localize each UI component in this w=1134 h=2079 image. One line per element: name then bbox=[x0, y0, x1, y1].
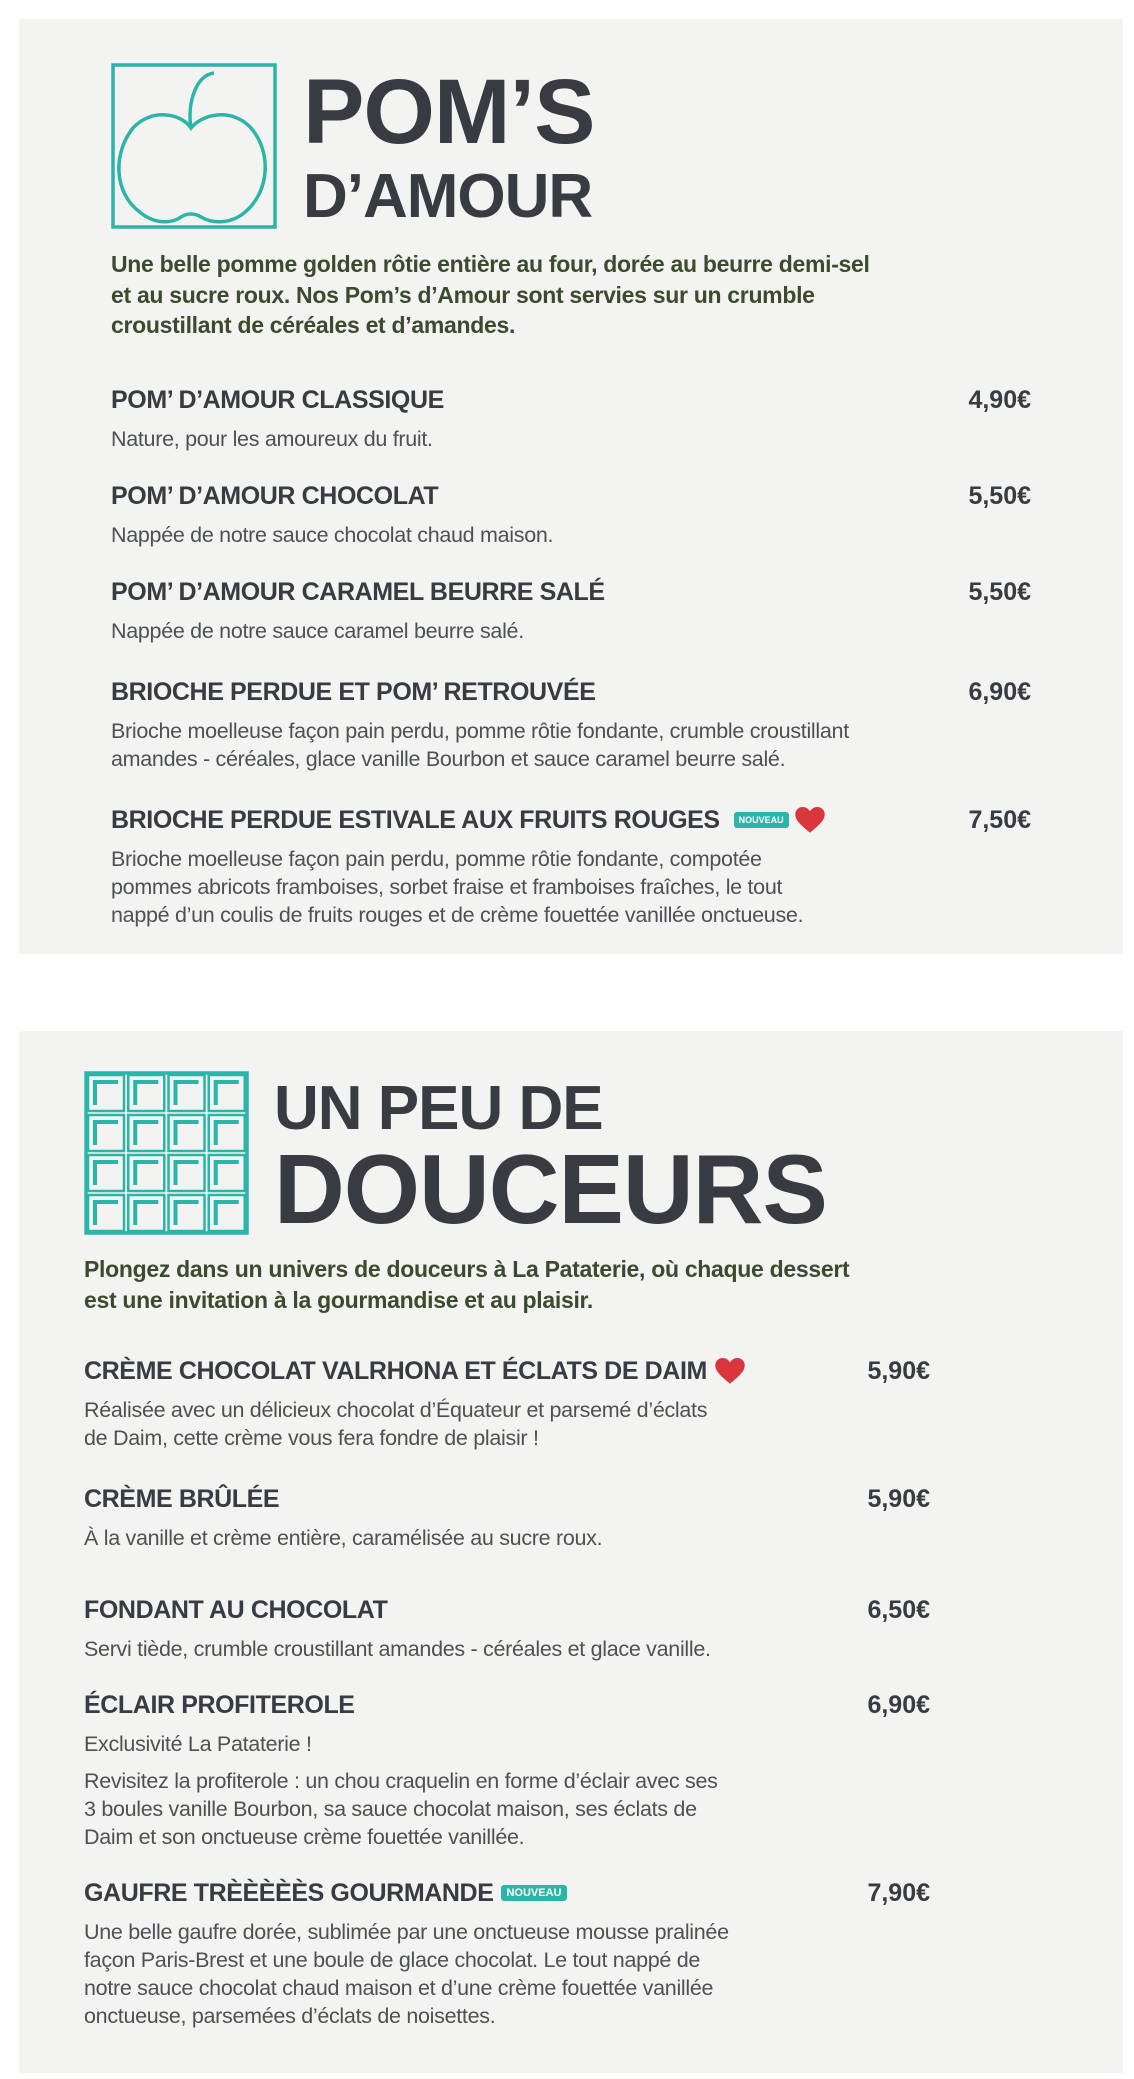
item-price: 5,90€ bbox=[867, 1485, 930, 1513]
intro-line: croustillant de céréales et d’amandes. bbox=[111, 312, 516, 338]
heart-icon bbox=[795, 807, 825, 834]
nouveau-badge: NOUVEAU bbox=[734, 812, 789, 828]
section-title-line2: DOUCEURS bbox=[274, 1134, 827, 1244]
menu-item bbox=[84, 1875, 930, 2030]
section-intro bbox=[111, 249, 870, 341]
menu-item bbox=[84, 1353, 930, 1452]
menu-item bbox=[111, 478, 1031, 549]
item-name: FONDANT AU CHOCOLAT bbox=[84, 1596, 388, 1624]
item-name: CRÈME BRÛLÉE bbox=[84, 1485, 280, 1513]
item-subtitle: Exclusivité La Pataterie ! bbox=[84, 1732, 312, 1756]
item-desc: de Daim, cette crème vous fera fondre de plaisir ! bbox=[84, 1426, 539, 1450]
item-desc: nappé d’un coulis de fruits rouges et de crème fouettée vanillée onctueuse. bbox=[111, 903, 804, 927]
item-name: POM’ D’AMOUR CHOCOLAT bbox=[111, 482, 439, 510]
item-desc: notre sauce chocolat chaud maison et d’une crème fouettée vanillée bbox=[84, 1976, 714, 2000]
heart-icon bbox=[715, 1358, 745, 1385]
item-name: GAUFRE TRÈÈÈÈÈS GOURMANDE bbox=[84, 1879, 494, 1907]
item-desc: pommes abricots framboises, sorbet fraise et framboises fraîches, le tout bbox=[111, 875, 783, 899]
item-price: 4,90€ bbox=[968, 386, 1031, 414]
menu-item bbox=[111, 802, 1031, 929]
item-desc: À la vanille et crème entière, caramélisée au sucre roux. bbox=[84, 1526, 603, 1550]
item-desc: Brioche moelleuse façon pain perdu, pomme rôtie fondante, compotée bbox=[111, 847, 762, 871]
item-desc: Réalisée avec un délicieux chocolat d’Équateur et parsemé d’éclats bbox=[84, 1398, 708, 1422]
item-price: 5,90€ bbox=[867, 1357, 930, 1385]
item-desc: façon Paris-Brest et une boule de glace chocolat. Le tout nappé de bbox=[84, 1948, 701, 1972]
item-name: CRÈME CHOCOLAT VALRHONA ET ÉCLATS DE DAIM bbox=[84, 1357, 707, 1385]
intro-line: et au sucre roux. Nos Pom’s d’Amour sont servies sur un crumble bbox=[111, 281, 815, 308]
item-name: POM’ D’AMOUR CARAMEL BEURRE SALÉ bbox=[111, 578, 605, 606]
item-name: POM’ D’AMOUR CLASSIQUE bbox=[111, 386, 444, 414]
item-desc: onctueuse, parsemées d’éclats de noisettes. bbox=[84, 2004, 496, 2028]
item-desc: 3 boules vanille Bourbon, sa sauce chocolat maison, ses éclats de bbox=[84, 1797, 697, 1821]
section-title-line1: POM’S bbox=[303, 61, 595, 163]
item-desc: Servi tiède, crumble croustillant amandes - céréales et glace vanille. bbox=[84, 1637, 711, 1661]
item-desc: Une belle gaufre dorée, sublimée par une onctueuse mousse pralinée bbox=[84, 1920, 729, 1944]
item-name: BRIOCHE PERDUE ET POM’ RETROUVÉE bbox=[111, 678, 596, 706]
item-desc: Revisitez la profiterole : un chou craquelin en forme d’éclair avec ses bbox=[84, 1769, 718, 1793]
intro-line: est une invitation à la gourmandise et au plaisir. bbox=[84, 1286, 594, 1313]
menu-item bbox=[111, 382, 1031, 453]
intro-line: Plongez dans un univers de douceurs à La Pataterie, où chaque dessert bbox=[84, 1256, 850, 1282]
item-price: 6,50€ bbox=[867, 1596, 930, 1624]
apple-icon bbox=[111, 63, 277, 229]
nouveau-badge: NOUVEAU bbox=[501, 1885, 566, 1901]
waffle-grid-icon bbox=[84, 1071, 249, 1235]
item-price: 5,50€ bbox=[968, 482, 1031, 510]
section-title-line1: UN PEU DE bbox=[274, 1074, 603, 1143]
item-price: 7,50€ bbox=[968, 806, 1031, 834]
menu-item bbox=[111, 574, 1031, 645]
menu-item bbox=[111, 674, 1031, 773]
item-name: ÉCLAIR PROFITEROLE bbox=[84, 1691, 355, 1719]
section-intro bbox=[84, 1254, 849, 1315]
item-desc: Nappée de notre sauce caramel beurre salé. bbox=[111, 619, 524, 643]
item-price: 6,90€ bbox=[968, 678, 1031, 706]
item-price: 6,90€ bbox=[867, 1691, 930, 1719]
menu-item bbox=[84, 1687, 930, 1851]
item-desc: Daim et son onctueuse crème fouettée vanillée. bbox=[84, 1825, 525, 1849]
item-desc: Brioche moelleuse façon pain perdu, pomme rôtie fondante, crumble croustillant bbox=[111, 719, 849, 743]
item-desc: Nappée de notre sauce chocolat chaud maison. bbox=[111, 523, 554, 547]
intro-line: Une belle pomme golden rôtie entière au four, dorée au beurre demi-sel bbox=[111, 251, 870, 277]
section-title-line2: D’AMOUR bbox=[303, 162, 593, 231]
menu-item bbox=[84, 1481, 930, 1552]
item-desc: Nature, pour les amoureux du fruit. bbox=[111, 427, 433, 451]
item-desc: amandes - céréales, glace vanille Bourbon et sauce caramel beurre salé. bbox=[111, 747, 786, 771]
item-name: BRIOCHE PERDUE ESTIVALE AUX FRUITS ROUGES bbox=[111, 806, 720, 834]
item-price: 5,50€ bbox=[968, 578, 1031, 606]
item-price: 7,90€ bbox=[867, 1879, 930, 1907]
menu-item bbox=[84, 1592, 930, 1663]
